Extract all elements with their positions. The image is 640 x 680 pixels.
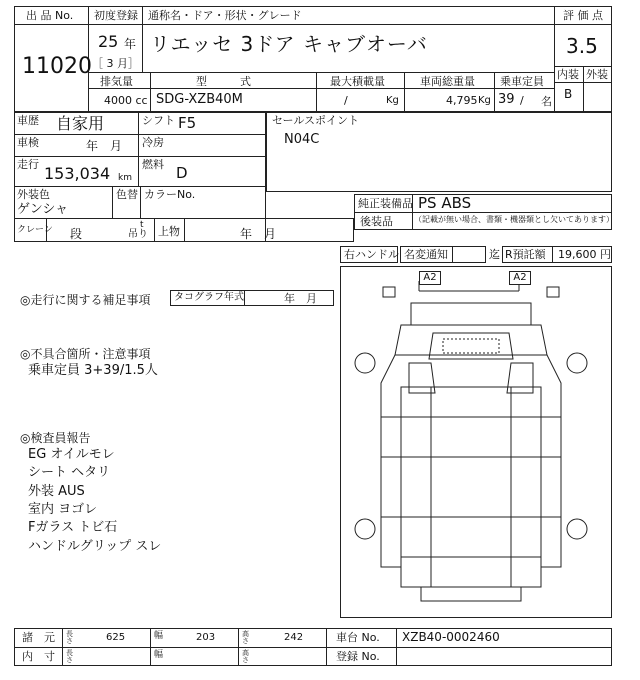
interior-grade: B [564,87,573,101]
aftermarket-note: （記載が無い場合、書類・機器類とし欠いてあります） [414,215,614,224]
year-unit: 年 [124,37,137,51]
divider [14,156,266,157]
inspector-item: Fガラス トビ石 [28,520,118,535]
divider [554,82,612,83]
shift-value: F5 [178,114,197,132]
inner-length-label: 長さ [66,649,73,664]
chassis-value: XZB40-0002460 [402,630,500,644]
tachograph-label: タコグラフ年式 [174,292,244,303]
divider [138,112,139,186]
ac-label: 冷房 [142,136,164,149]
tachograph-value: 年 月 [284,292,317,305]
inspector-item: 室内 ヨゴレ [28,502,98,517]
width-value: 203 [196,632,216,643]
exterior-label: 外装 [586,68,608,81]
gross-weight-value: 4,795 [446,94,478,107]
odo-title: R預託額 [505,248,546,261]
divider [140,186,141,218]
exterior-color-label: 外装色 [17,188,50,201]
length-value: 625 [106,632,126,643]
displacement-value: 4000 cc [104,94,148,107]
height-label: 高さ [242,630,249,645]
upper-label: 上物 [158,225,180,238]
divider [88,24,554,25]
aftermarket-label: 後装品 [360,215,393,228]
divider [354,212,612,213]
divider [88,72,554,73]
mileage-label: 走行 [17,158,39,171]
divider [14,134,266,135]
mileage-unit: km [118,173,132,183]
divider [112,186,113,218]
divider [583,66,584,112]
capacity-unit: 名 [541,95,552,108]
inspector-item: EG オイルモレ [28,447,115,462]
odo-value: 19,600 [558,248,597,261]
genuine-equipment-label: 純正装備品 [358,197,413,210]
divider [62,628,63,666]
upper-value: 年 月 [240,227,277,241]
model-value: SDG-XZB40M [156,92,243,107]
divider [142,6,143,72]
crane-ton-top: t [140,220,144,230]
divider [14,647,612,648]
inner-label: 内 寸 [22,650,55,663]
odo-unit: 円 [600,248,611,261]
grade-label: 評 価 点 [563,9,603,22]
height-value: 242 [284,632,304,643]
divider [88,88,554,89]
divider [316,72,317,112]
inspection-value: 年 月 [86,139,123,153]
gross-weight-unit: Kg [478,95,491,106]
registration-label: 登録 No. [336,650,380,663]
defects-title: ◎不具合箇所・注意事項 [20,347,151,361]
max-load-value: / [344,94,348,107]
first-reg-label: 初度登録 [94,9,138,22]
width-label: 幅 [154,631,164,641]
truck-outline-icon [341,267,611,617]
upper-frame [184,218,354,242]
grade-value: 3.5 [566,34,598,58]
divider [244,290,245,306]
color-code-label: カラーNo. [144,188,196,201]
divider [404,72,405,112]
inspection-label: 車検 [17,136,39,149]
shift-label: シフト [142,114,175,127]
divider [396,628,397,666]
history-label: 車歴 [17,114,39,127]
name-change-label: 名変通知 [404,248,448,261]
name-label: 通称名・ドア・形状・グレード [148,9,302,22]
divider [14,24,88,25]
divider [552,246,553,263]
crane-label: クレーン [17,225,53,235]
damage-diagram [340,266,612,618]
first-reg-month: ［ 3 月］ [92,57,139,70]
divider [554,6,555,112]
model-label: 型 式 [196,75,251,88]
first-reg-year: 25 [98,32,119,51]
capacity-sep: / [520,94,524,107]
sales-point-label: セールスポイント [272,114,360,127]
driving-title: ◎走行に関する補足事項 [20,293,151,307]
interior-label: 内装 [557,68,579,81]
capacity-value: 39 [498,92,515,107]
fuel-label: 燃料 [142,158,164,171]
divider [326,628,327,666]
right-handle: 右ハンドル [344,248,399,261]
exterior-color-value: ゲンシャ [17,202,69,217]
capacity-label: 乗車定員 [500,75,544,88]
specs-label: 諸 元 [22,631,55,644]
divider [554,24,612,25]
genuine-equipment-value: PS ABS [418,194,472,212]
inner-width-label: 幅 [154,650,164,660]
max-load-unit: Kg [386,95,399,106]
divider [494,72,495,112]
damage-mark: A2 [509,271,531,285]
crane-stage: 段 [70,227,83,241]
odo-label: 迄 [489,248,500,261]
lot-label: 出 品 No. [26,9,74,22]
inspector-item: ハンドルグリップ スレ [28,539,162,554]
history-value: 自家用 [56,114,105,133]
color-no-label: 色替 [116,188,138,201]
fuel-value: D [176,164,188,182]
defects-text: 乗車定員 3+39/1.5人 [28,363,158,378]
crane-ton: 吊り [128,229,148,240]
gross-weight-label: 車両総重量 [420,75,475,88]
inspector-item: シート ヘタリ [28,465,111,480]
vehicle-name: リエッセ 3ドア キャブオーバ [150,32,428,56]
divider [150,72,151,112]
displacement-label: 排気量 [100,75,133,88]
damage-mark: A2 [419,271,441,285]
divider [238,628,239,666]
max-load-label: 最大積載量 [330,75,385,88]
chassis-label: 車台 No. [336,631,380,644]
inspector-title: ◎検査員報告 [20,431,91,445]
divider [150,628,151,666]
lot-number: 11020 [22,54,92,79]
length-label: 長さ [66,630,73,645]
sales-point-value: N04C [284,132,320,147]
inspector-item: 外装 AUS [28,484,85,499]
inner-height-label: 高さ [242,649,249,664]
mileage-value: 153,034 [44,164,111,183]
divider [452,246,453,263]
divider [154,218,155,242]
